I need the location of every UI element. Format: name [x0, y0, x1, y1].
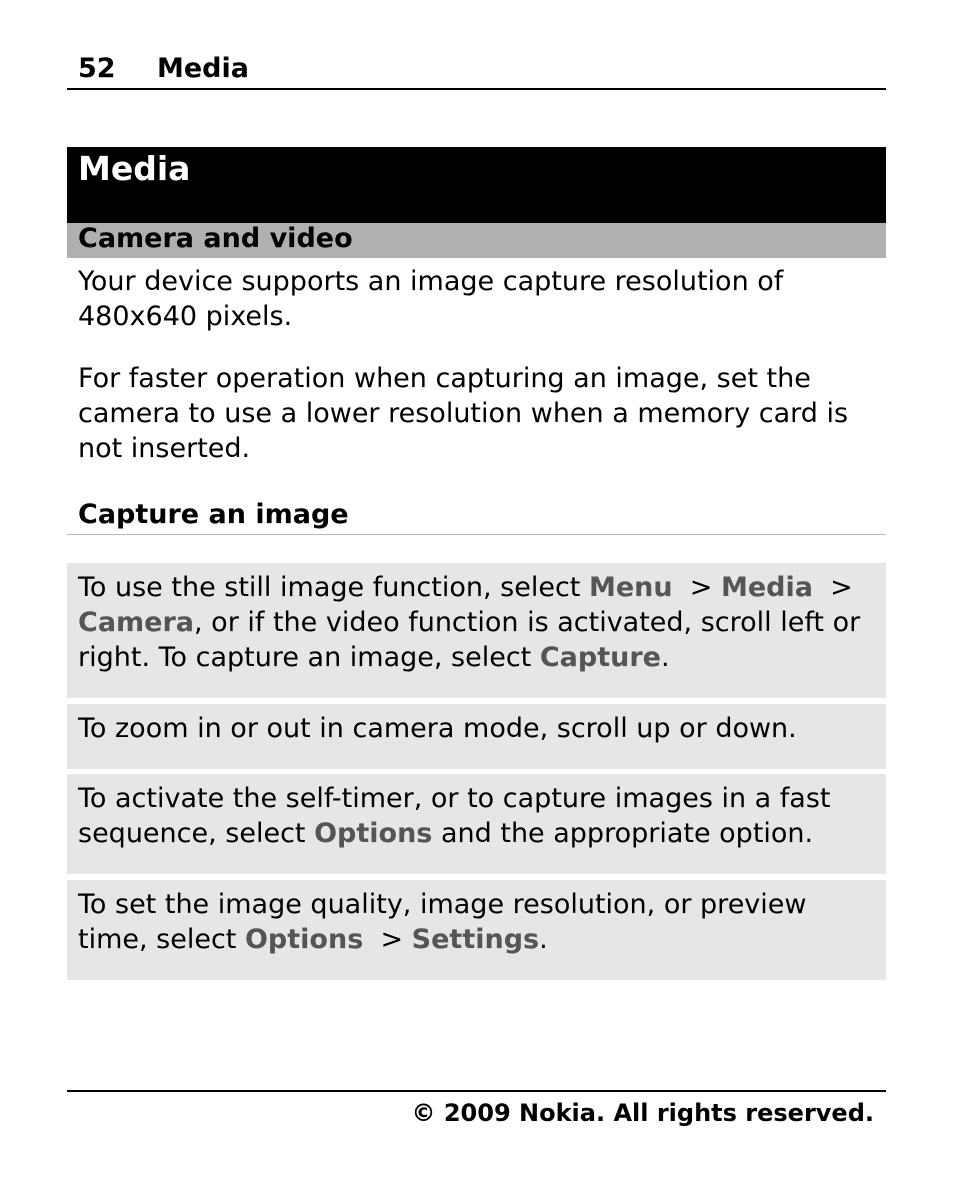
copyright-notice: © 2009 Nokia. All rights reserved.	[411, 1099, 874, 1127]
menu-command: Camera	[78, 607, 195, 638]
section-title-bar	[67, 223, 886, 258]
step-self-timer	[67, 774, 886, 874]
menu-command: Menu	[588, 572, 673, 603]
page-footer	[67, 1090, 886, 1132]
section-title: Camera and video	[78, 223, 353, 254]
step-text: .	[539, 924, 548, 955]
page-header	[67, 50, 886, 90]
page-number: 52	[78, 53, 116, 84]
step-text: >	[812, 572, 862, 603]
step-zoom	[67, 704, 886, 769]
menu-command: Capture	[539, 642, 661, 673]
step-text: To set the image quality, image resolution, or preview time, select	[78, 889, 816, 955]
subheading-bar	[67, 494, 886, 535]
step-text: , or if the video function is activated, scroll left or right. To capture an image, select	[78, 607, 869, 673]
step-text: To zoom in or out in camera mode, scroll up or down.	[78, 713, 797, 744]
menu-command: Options	[314, 818, 433, 849]
chapter-title-bar	[67, 147, 886, 223]
subheading: Capture an image	[78, 499, 349, 530]
step-text: .	[660, 642, 670, 673]
menu-command: Media	[720, 572, 813, 603]
menu-command: Options	[244, 924, 364, 955]
step-text: To use the still image function, select	[78, 572, 589, 603]
chapter-title: Media	[78, 149, 191, 188]
step-text: and the appropriate option.	[432, 818, 814, 849]
step-text: >	[672, 572, 721, 603]
step-text: To activate the self-timer, or to capture images in a fast sequence, select	[78, 783, 840, 849]
running-section-title: Media	[157, 53, 249, 84]
step-still-image	[67, 563, 886, 698]
intro-paragraph-memory-card: For faster operation when capturing an image, set the camera to use a lower resolution when a memory card is not inserted.	[78, 363, 849, 464]
step-image-settings	[67, 880, 886, 980]
step-text: >	[363, 924, 412, 955]
menu-command: Settings	[411, 924, 540, 955]
intro-paragraph-resolution: Your device supports an image capture resolution of 480x640 pixels.	[78, 266, 784, 332]
